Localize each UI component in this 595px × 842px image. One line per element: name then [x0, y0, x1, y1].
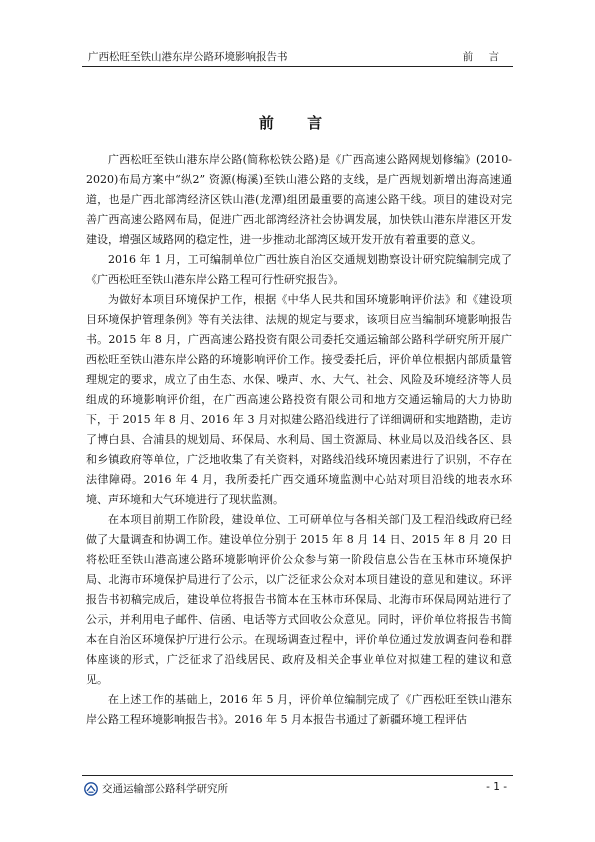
header-document-title: 广西松旺至铁山港东岸公路环境影响报告书 — [88, 51, 288, 63]
paragraph-2: 2016 年 1 月，工可编制单位广西壮族自治区交通规划勘察设计研究院编制完成了《广西松旺至铁山港东岸公路工程可行性研究报告》。 — [86, 253, 512, 286]
footer-organization — [84, 781, 228, 796]
paragraph-3: 为做好本项目环境保护工作，根据《中华人民共和国环境影响评价法》和《建设项目环境保护管理条例》等有关法律、法规的规定与要求，该项目应当编制环境影响报告书。2015 年 8 月，广西高速公路投资有限公司委托交通运输部公路科学研究所开展广西松旺至铁山港东岸公路的环境影响评价工作。接受委托后，评价单位根据内部质量管理规定的要求，成立了由生态、水保、噪声、水、大气、社会、风险及环境经济等人员组成的环境影响评价组，在广西高速公路投资有限公司和地方交通运输局的大力协助下，于 2015 年 8 月、2016 年 3 月对拟建公路沿线进行了详细调研和实地踏勘，走访了博白县、合浦县的规划局、环保局、水利局、国土资源局、林业局以及沿线各区、县和乡镇政府等单位，广泛地收集了有关资料，对路线沿线环境因素进行了识别，不存在法律障碍。2016 年 4 月，我所委托广西交通环境监测中心站对项目沿线的地表水环境、声环境和大气环境进行了现状监测。 — [86, 293, 512, 506]
institute-logo-icon — [84, 782, 98, 796]
running-footer — [82, 781, 513, 799]
paragraph-4: 在本项目前期工作阶段，建设单位、工可研单位与各相关部门及工程沿线政府已经做了大量调查和协调工作。建设单位分别于 2015 年 8 月 14 日、2015 年 8 月 20 日将松旺至铁山港高速公路环境影响评价公众参与第一阶段信息公告在玉林市环境保护局、北海市环境保护局进行了公示，以广泛征求公众对本项目建设的意见和建议。环评报告书初稿完成后，建设单位将报告书简本在玉林市环保局、北海市环保局网站进行了公示，并利用电子邮件、信函、电话等方式回收公众意见。同时，评价单位将报告书简本在自治区环境保护厅进行公示。在现场调查过程中，评价单位通过发放调查问卷和群体座谈的形式，广泛征求了沿线居民、政府及相关企事业单位对拟建工程的建议和意见。 — [86, 513, 512, 686]
header-divider — [82, 66, 513, 67]
page-number: - 1 - — [486, 781, 507, 793]
header-section-name: 前 言 — [462, 51, 505, 63]
footer-divider — [82, 775, 513, 776]
page-title: 前 言 — [258, 114, 337, 132]
footer-organization-name: 交通运输部公路科学研究所 — [102, 783, 228, 795]
body-text — [86, 150, 512, 730]
paragraph-1: 广西松旺至铁山港东岸公路(简称松铁公路)是《广西高速公路网规划修编》(2010-2020)布局方案中“纵2” 资源(梅溪)至铁山港公路的支线，是广西规划新增出海高速通道，也是广西北部湾经济区铁山港(龙潭)组团最重要的高速公路干线。项目的建设对完善广西高速公路网布局，促进广西北部湾经济社会协调发展，加快铁山港东岸港区开发建设，增强区域路网的稳定性，进一步推动北部湾区域开发开放有着重要的意义。 — [86, 153, 512, 246]
running-header — [82, 49, 513, 67]
paragraph-5: 在上述工作的基础上，2016 年 5 月，评价单位编制完成了《广西松旺至铁山港东岸公路工程环境影响报告书》。2016 年 5 月本报告书通过了新疆环境工程评估 — [86, 693, 512, 726]
